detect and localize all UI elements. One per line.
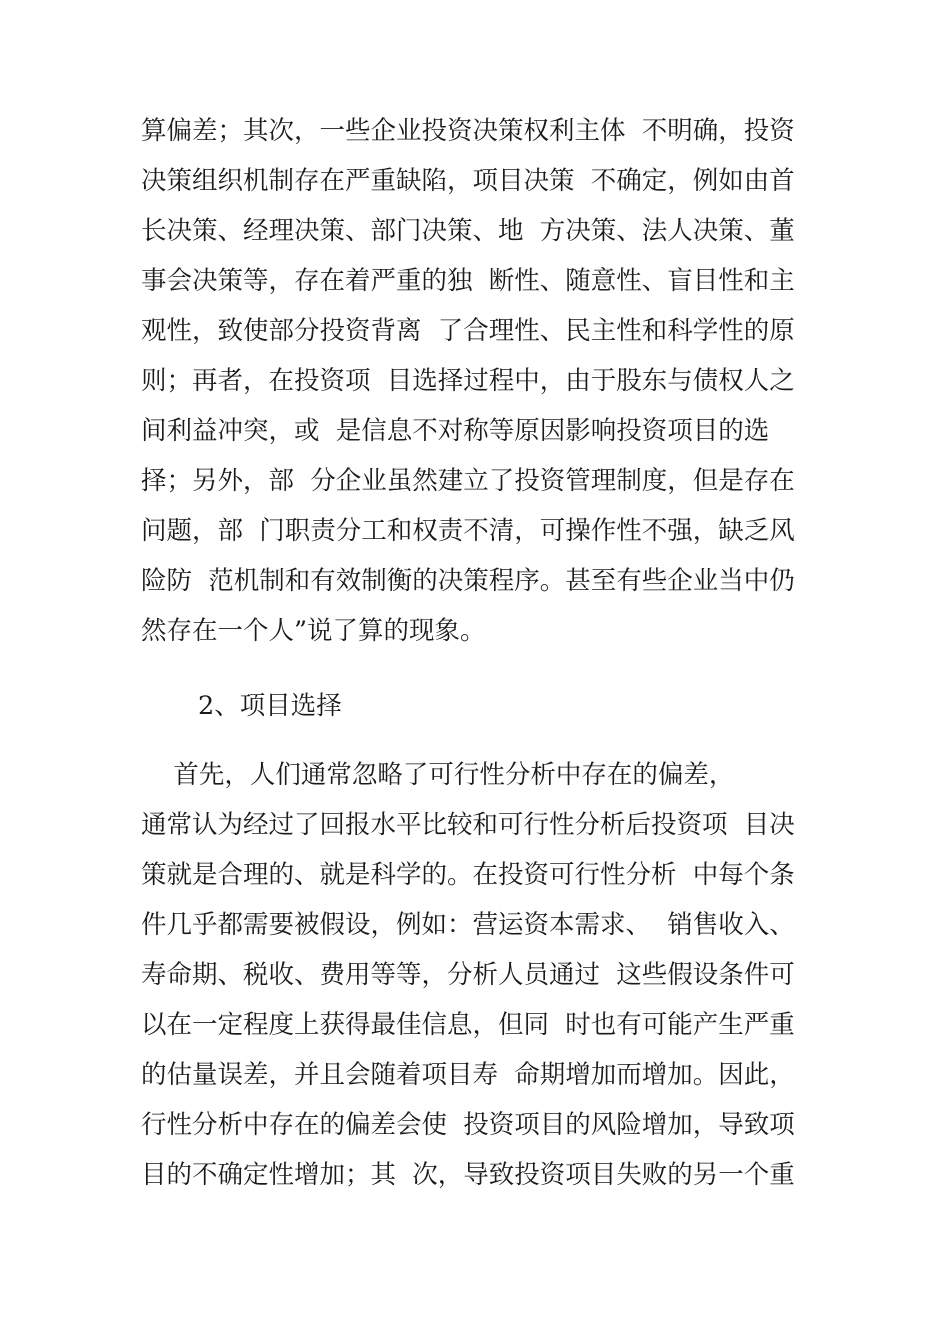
paragraph-line: 以在一定程度上获得最佳信息，但同 时也有可能产生严重 — [141, 1010, 795, 1040]
paragraph-1 — [141, 106, 821, 656]
paragraph-line: 间利益冲突，或 是信息不对称等原因影响投资项目的选 — [141, 416, 770, 446]
paragraph-line: 观性，致使部分投资背离 了合理性、民主性和科学性的原 — [141, 316, 795, 346]
paragraph-line: 险防 范机制和有效制衡的决策程序。甚至有些企业当中仍 — [141, 566, 795, 596]
paragraph-line: 则；再者，在投资项 目选择过程中，由于股东与债权人之 — [141, 366, 795, 396]
paragraph-line: 决策组织机制存在严重缺陷，项目决策 不确定，例如由首 — [141, 166, 795, 196]
paragraph-line: 算偏差；其次，一些企业投资决策权利主体 不明确，投资 — [141, 116, 795, 146]
paragraph-line: 件几乎都需要被假设，例如：营运资本需求、 销售收入、 — [141, 910, 795, 940]
paragraph-line: 首先，人们通常忽略了可行性分析中存在的偏差， — [141, 760, 735, 790]
paragraph-line: 然存在一个人”说了算的现象。 — [141, 616, 486, 646]
paragraph-line: 通常认为经过了回报水平比较和可行性分析后投资项 目决 — [141, 810, 795, 840]
paragraph-line: 寿命期、税收、费用等等，分析人员通过 这些假设条件可 — [141, 960, 795, 990]
section-heading — [198, 681, 878, 731]
paragraph-line: 事会决策等，存在着严重的独 断性、随意性、盲目性和主 — [141, 266, 795, 296]
paragraph-line: 策就是合理的、就是科学的。在投资可行性分析 中每个条 — [141, 860, 795, 890]
paragraph-line: 长决策、经理决策、部门决策、地 方决策、法人决策、董 — [141, 216, 795, 246]
paragraph-line: 目的不确定性增加；其 次，导致投资项目失败的另一个重 — [141, 1160, 795, 1190]
paragraph-line: 行性分析中存在的偏差会使 投资项目的风险增加，导致项 — [141, 1110, 795, 1140]
paragraph-line: 择；另外，部 分企业虽然建立了投资管理制度，但是存在 — [141, 466, 795, 496]
paragraph-line: 的估量误差，并且会随着项目寿 命期增加而增加。因此， — [141, 1060, 795, 1090]
paragraph-line: 问题，部 门职责分工和权责不清，可操作性不强，缺乏风 — [141, 516, 795, 546]
section-heading-text: 2、项目选择 — [198, 691, 342, 721]
paragraph-2 — [141, 750, 821, 1200]
